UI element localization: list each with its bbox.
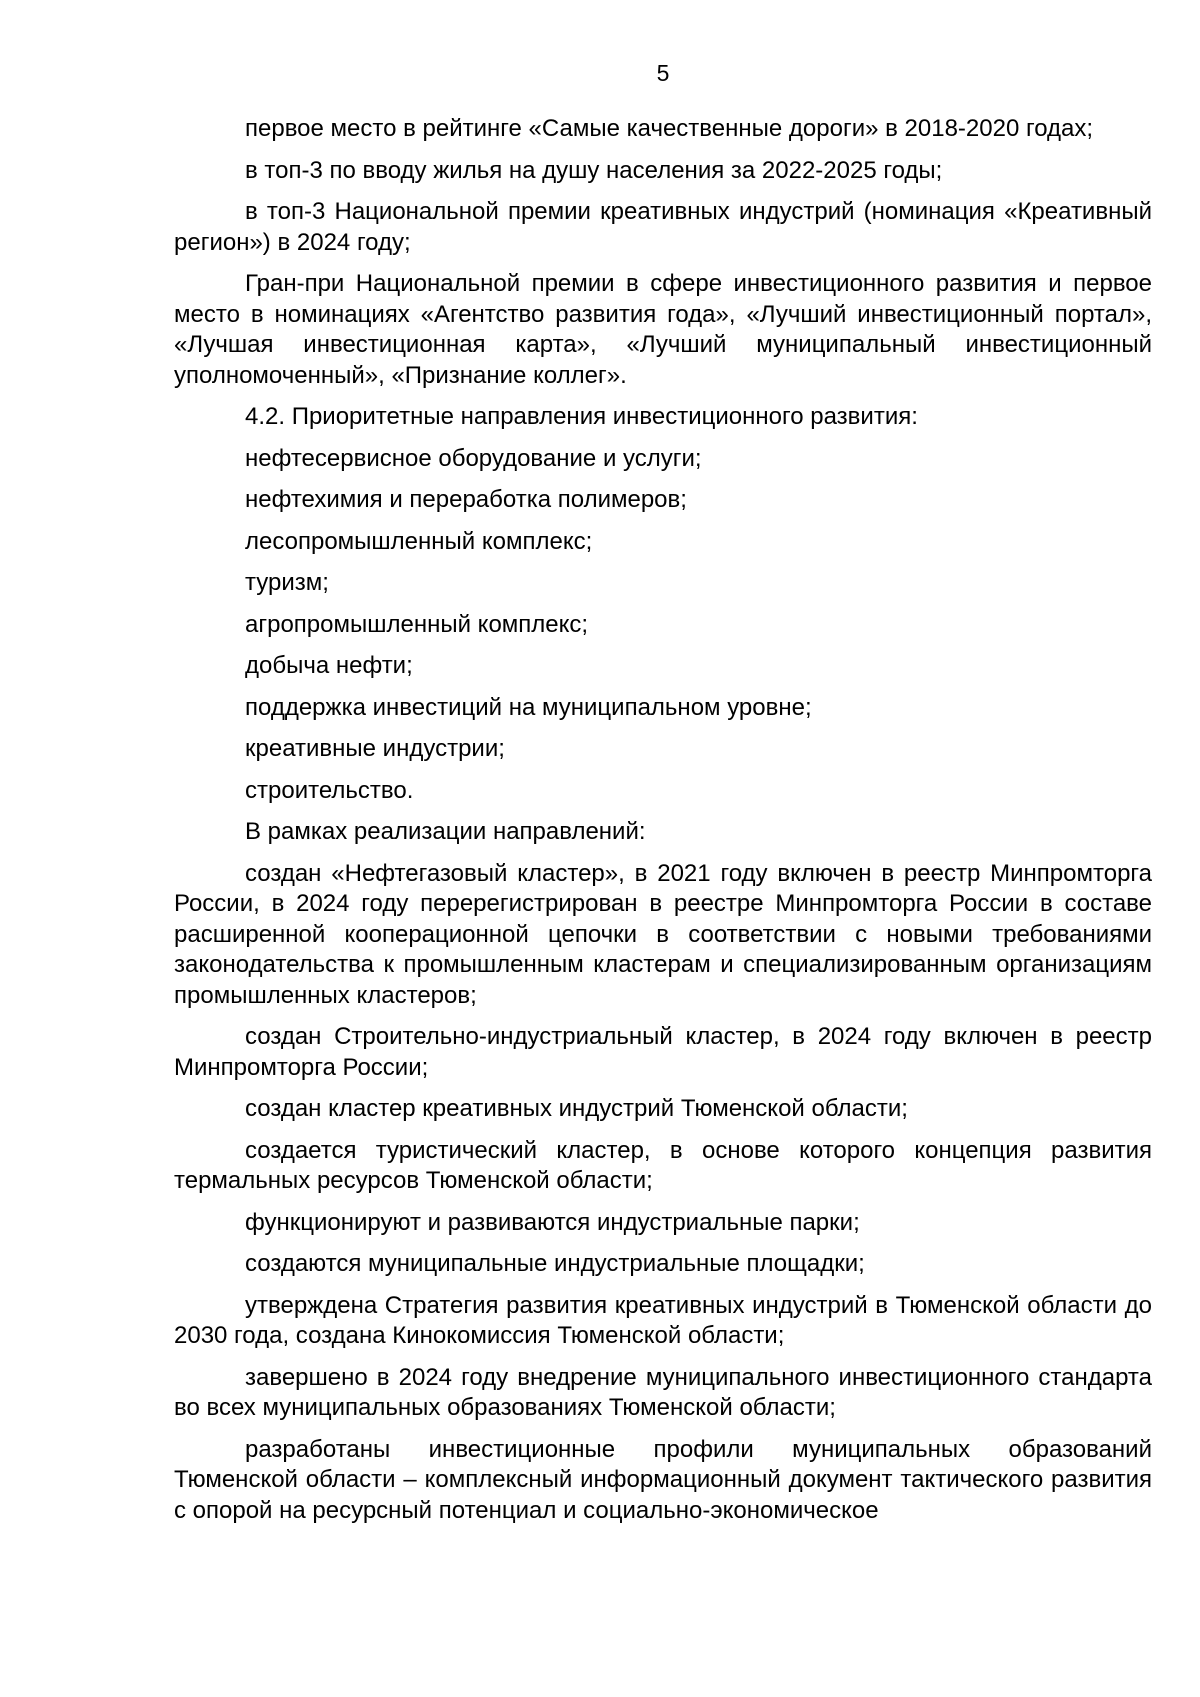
paragraph-industrial-sites: создаются муниципальные индустриальные площадки; — [245, 1250, 865, 1277]
paragraph-creative-strategy: утверждена Стратегия развития креативных индустрий в Тюменской области до 2030 года, создана Кинокомиссия Тюменской области; — [174, 1291, 1152, 1349]
list-item: креативные индустрии; — [245, 735, 505, 762]
list-item: лесопромышленный комплекс; — [245, 527, 593, 555]
list-item: агропромышленный комплекс; — [245, 610, 589, 638]
paragraph-creative-premium: в топ-3 Национальной премии креативных индустрий (номинация «Креативный регион») в 2024 году; — [174, 198, 1152, 256]
body-text — [174, 114, 1152, 1537]
page-number: 5 — [656, 60, 670, 86]
paragraph-creative-cluster: создан кластер креативных индустрий Тюменской области; — [245, 1095, 908, 1122]
paragraph-industrial-parks: функционируют и развиваются индустриальные парки; — [245, 1208, 860, 1236]
paragraph-investment-profiles: разработаны инвестиционные профили муниципальных образований Тюменской области – комплексный информационный документ тактического развития с опорой на ресурсный потенциал и социально-экономическое — [174, 1435, 1152, 1524]
paragraph-implementation-intro: В рамках реализации направлений: — [245, 818, 646, 845]
section-heading-priorities: 4.2. Приоритетные направления инвестиционного развития: — [245, 403, 918, 430]
list-item: нефтесервисное оборудование и услуги; — [245, 444, 702, 472]
paragraph-construction-cluster: создан Строительно-индустриальный кластер, в 2024 году включен в реестр Минпромторга России; — [174, 1023, 1152, 1081]
paragraph-roads-rating: первое место в рейтинге «Самые качественные дороги» в 2018-2020 годах; — [245, 115, 1094, 142]
paragraph-grand-prix: Гран-при Национальной премии в сфере инвестиционного развития и первое место в номинациях «Агентство развития года», «Лучший инвестиционный портал», «Лучшая инвестиционная карта», «Лучший муниципальный инвестиционный уполномоченный», «Признание коллег». — [174, 270, 1152, 389]
paragraph-oil-gas-cluster: создан «Нефтегазовый кластер», в 2021 году включен в реестр Минпромторга России, в 2024 году перерегистрирован в реестре Минпромторга России в составе расширенной кооперационной цепочки в соответствии с новыми требованиями законодательства к промышленным кластерам и специализированным организациям промышленных кластеров; — [174, 859, 1152, 1009]
list-item: строительство. — [245, 776, 414, 804]
paragraph-housing-top3: в топ-3 по вводу жилья на душу населения за 2022-2025 годы; — [245, 156, 943, 184]
list-item: поддержка инвестиций на муниципальном уровне; — [245, 693, 812, 721]
list-item: добыча нефти; — [245, 652, 413, 679]
list-item: нефтехимия и переработка полимеров; — [245, 486, 687, 513]
paragraph-investment-standard: завершено в 2024 году внедрение муниципального инвестиционного стандарта во всех муниципальных образованиях Тюменской области; — [174, 1363, 1152, 1421]
list-item: туризм; — [245, 569, 329, 596]
paragraph-tourism-cluster: создается туристический кластер, в основе которого концепция развития термальных ресурсов Тюменской области; — [174, 1136, 1152, 1194]
